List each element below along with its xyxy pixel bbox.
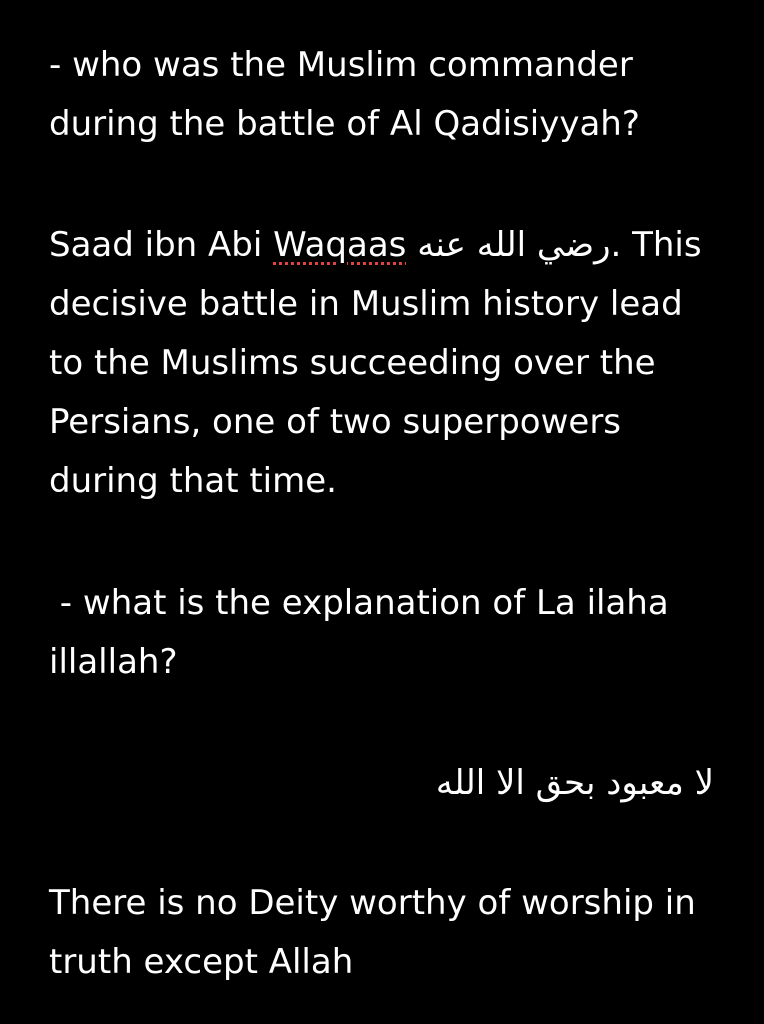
answer-2-line-1: There is no Deity worthy of worship in — [49, 883, 696, 923]
answer-1-lead-text: Saad ibn Abi — [49, 225, 274, 265]
answer-2-line-2: truth except Allah — [49, 942, 354, 982]
answer-1-line-5: during that time. — [49, 461, 337, 501]
answer-1-line-1 — [49, 216, 729, 275]
question-2-line-1: - what is the explanation of La ilaha — [49, 583, 669, 623]
answer-1-line-3: to the Muslims succeeding over the — [49, 343, 656, 383]
answer-2-arabic: لا معبود بحق الا الله — [435, 763, 714, 803]
answer-1-line-2: decisive battle in Muslim history lead — [49, 284, 683, 324]
answer-1-tail-text: . This — [610, 225, 702, 265]
question-1-line-1: - who was the Muslim commander — [49, 45, 633, 85]
question-1-line-2: during the battle of Al Qadisiyyah? — [49, 104, 640, 144]
arabic-honorific: رضي الله عنه — [417, 225, 611, 265]
question-2-line-2: illallah? — [49, 642, 178, 682]
answer-1-line-4: Persians, one of two superpowers — [49, 402, 622, 442]
misspelled-word[interactable]: Waqaas — [273, 225, 407, 265]
